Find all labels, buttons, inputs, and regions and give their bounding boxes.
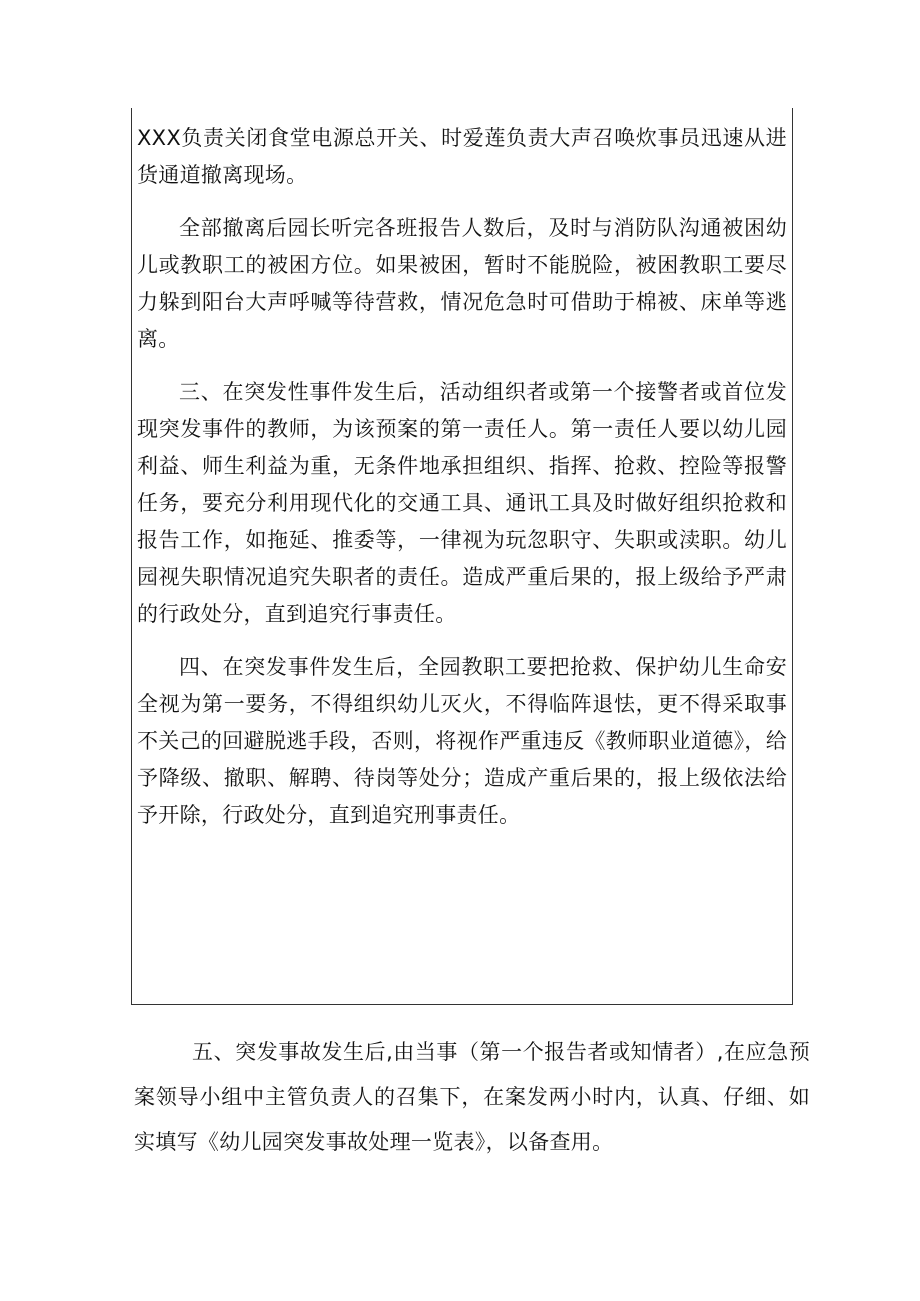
- paragraph-section-five: 五、突发事故发生后,由当事（第一个报告者或知情者）,在应急预案领导小组中主管负责人的召集下，在案发两小时内，认真、仔细、如实填写《幼儿园突发事故处理一览表》，以备查用。: [134, 1040, 810, 1154]
- bordered-text-box: [131, 108, 793, 1005]
- paragraph-evacuation-canteen: XXX负责关闭食堂电源总开关、时爱莲负责大声召唤炊事员迅速从进货通道撤离现场。: [137, 126, 787, 187]
- paragraph-section-three: 三、在突发性事件发生后，活动组织者或第一个接警者或首位发现突发事件的教师，为该预案的第一责任人。第一责任人要以幼儿园利益、师生利益为重，无条件地承担组织、指挥、抢救、控险等报警任务，要充分利用现代化的交通工具、通讯工具及时做好组织抢救和报告工作，如拖延、推委等，一律视为玩忽职守、失职或渎职。幼儿园视失职情况追究失职者的责任。造成严重后果的，报上级给予严肃的行政处分，直到追究行事责任。: [137, 380, 787, 626]
- bordered-text-content: [137, 120, 787, 834]
- paragraph-headcount-rescue: 全部撤离后园长听完各班报告人数后，及时与消防队沟通被困幼儿或教职工的被困方位。如果被困，暂时不能脱险，被困教职工要尽力躲到阳台大声呼喊等待营救，情况危急时可借助于棉被、床单等逃离。: [137, 216, 787, 351]
- text-after-box: [134, 1030, 810, 1165]
- paragraph-section-four: 四、在突发事件发生后，全园教职工要把抢救、保护幼儿生命安全视为第一要务，不得组织幼儿灭火，不得临阵退怯，更不得采取事不关己的回避脱逃手段，否则，将视作严重违反《教师职业道德》，给予降级、撤职、解聘、待岗等处分；造成产重后果的，报上级依法给予开除，行政处分，直到追究刑事责任。: [137, 655, 787, 827]
